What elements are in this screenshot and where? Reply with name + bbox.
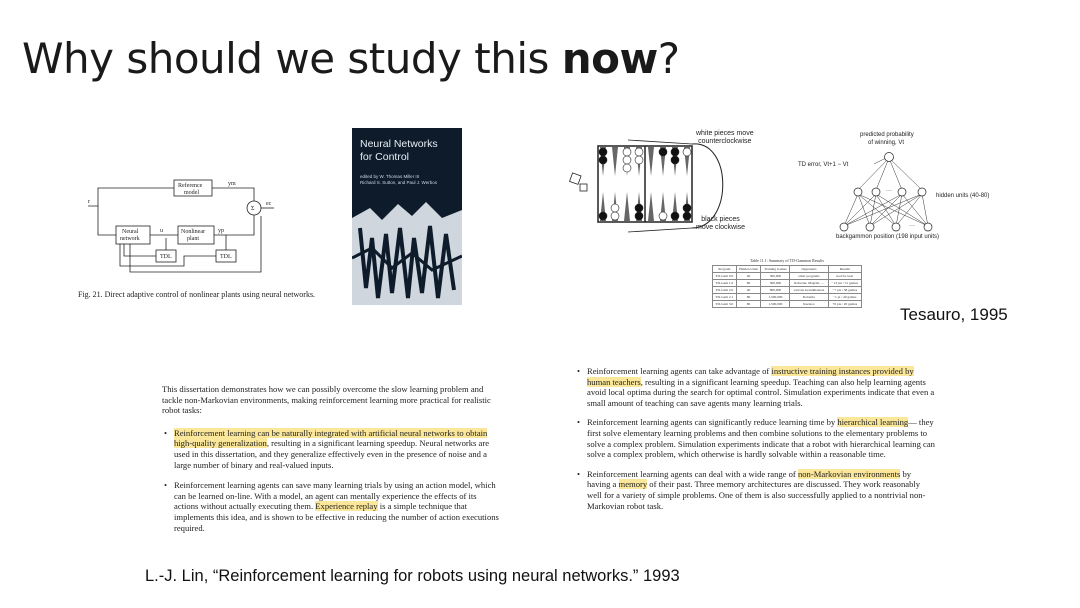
book-editors: edited by W. Thomas Miller III Richard S. Sutton, and Paul J. Werbos [360, 174, 437, 185]
highlight: Experience replay [315, 501, 378, 512]
highlight: Reinforcement learning can be naturally integrated with artificial neural networks to obtain high-quality generalization [174, 427, 488, 449]
list-item: • Reinforcement learning agents can significantly reduce learning time by hierarchical learning— they first solve elementary learning problems and then combine solutions to the elementary problems to solve a complex problem. Simulation experiments indicate that a robot with hierarchical learning can solve a complex problem, which otherwise is hardly solvable within a reasonable time. [577, 417, 935, 460]
table-header: Training Games [761, 266, 790, 273]
citation-lin: L.-J. Lin, “Reinforcement learning for robots using neural networks.” 1993 [145, 567, 680, 585]
lin-contributions-excerpt [573, 366, 935, 520]
block-diagram-svg [78, 168, 340, 286]
hidden-units-label: hidden units (40-80) [936, 193, 990, 199]
white-pieces-note: white pieces move counterclockwise [696, 130, 754, 145]
table-header: Results [828, 266, 861, 273]
ref-label: Reference [178, 183, 203, 189]
table-row: TD-Gam 0.0 40 300,000 other programs tied for best [713, 273, 862, 280]
predicted-label-1: predicted probability [860, 132, 914, 138]
table-header-row [713, 266, 862, 273]
tdl-left-label: TDL [160, 254, 172, 260]
list-item: • Reinforcement learning agents can deal with a wide range of non-Markovian environments by having a memory of their past. Three memory architectures are discussed. They work reasonably well for a variety of simple problems. One of them is also successfully applied to a nontrivial non-Markovian robot task. [577, 468, 926, 511]
ec-label: ec [266, 201, 272, 207]
list-item: • Reinforcement learning agents can save many learning trials by using an action model, which can be learned on-line. With a model, an agent can mentally experience the effects of its actions without actually executing them. Experience replay is a simple technique that implements this idea, and is shown to be effective in reducing the number of action executions required. [164, 480, 499, 533]
r-label: r [88, 199, 90, 205]
highlight: hierarchical learning [837, 417, 909, 428]
network-svg [798, 130, 998, 240]
sigma-label: Σ [251, 206, 255, 212]
input-units-label: backgammon position (198 input units) [836, 234, 940, 240]
backgammon-board [568, 128, 768, 240]
table-row: TD-Gam 3.0 80 1,500,000 Kazaros +6 pts / 20 games [713, 301, 862, 308]
adaptive-control-diagram [78, 168, 340, 308]
highlight: memory [618, 479, 648, 490]
title-emphasis: now [561, 34, 658, 83]
table-header: Opponents [790, 266, 828, 273]
list-item: • Reinforcement learning agents can take advantage of instructive training instances provided by human teachers, resulting in a significant learning speedup. Teaching can also help learning agents avoid local optima during the search for optimal control. Simulation experiments indicate that even a small amount of teaching can save agents many learning trials. [577, 366, 935, 408]
book-cover-art [352, 198, 462, 305]
list-item: • Reinforcement learning can be naturally integrated with artificial neural networks to obtain high-quality generalization, resulting in a significant learning speedup. Neural networks are used in this dissertation, and they generalize effectively even in the presence of noise and a large number of binary and real-valued inputs. [164, 427, 490, 470]
ym-label: ym [228, 181, 236, 187]
nonlinear-label: Nonlinear [181, 229, 205, 235]
slide-title: Why should we study this now? [22, 34, 680, 83]
table-row: TD-Gam 2.1 80 1,500,000 Robertie −1 pt / 40 games [713, 294, 862, 301]
excerpt-intro: This dissertation demonstrates how we can possibly overcome the slow learning problem and tackle non-Markovian environments, making reinforcement learning more practical for realistic robot tasks: [162, 384, 491, 416]
yp-label: yp [218, 228, 224, 234]
tdl-right-label: TDL [220, 254, 232, 260]
table-caption: Table 11.1: Summary of TD-Gammon Results [750, 258, 824, 263]
lin-dissertation-excerpt [150, 384, 502, 543]
td-error-label: TD error, Vt+1 − Vt [798, 162, 849, 168]
predicted-label-2: of winning, Vt [868, 140, 905, 146]
figure-caption: Fig. 21. Direct adaptive control of nonlinear plants using neural networks. [78, 290, 316, 299]
table-row: TD-Gam 2.0 40 800,000 various Grandmasters −7 pts / 38 games [713, 287, 862, 294]
book-title: Neural Networks for Control [360, 138, 438, 163]
table-row: TD-Gam 1.0 80 300,000 Robertie, Magriel, ... −13 pts / 51 games [713, 280, 862, 287]
results-table [712, 265, 862, 308]
table-header: Program [713, 266, 737, 273]
td-gammon-network [798, 130, 998, 240]
svg-text:···: ··· [886, 188, 892, 194]
plant-label: plant [187, 236, 199, 242]
table-header: Hidden Units [736, 266, 761, 273]
u-label: u [160, 228, 163, 234]
td-gammon-table [712, 258, 862, 308]
black-pieces-note: black pieces move clockwise [696, 216, 746, 231]
highlight: non-Markovian environments [797, 468, 901, 479]
neural-label: Neural [122, 229, 139, 235]
citation-tesauro: Tesauro, 1995 [900, 305, 1008, 324]
svg-text:···: ··· [909, 223, 915, 229]
model-label: model [184, 190, 199, 196]
book-cover [352, 128, 462, 305]
network-label: network [120, 236, 140, 242]
highlight: instructive training instances provided by human teachers [587, 366, 914, 387]
